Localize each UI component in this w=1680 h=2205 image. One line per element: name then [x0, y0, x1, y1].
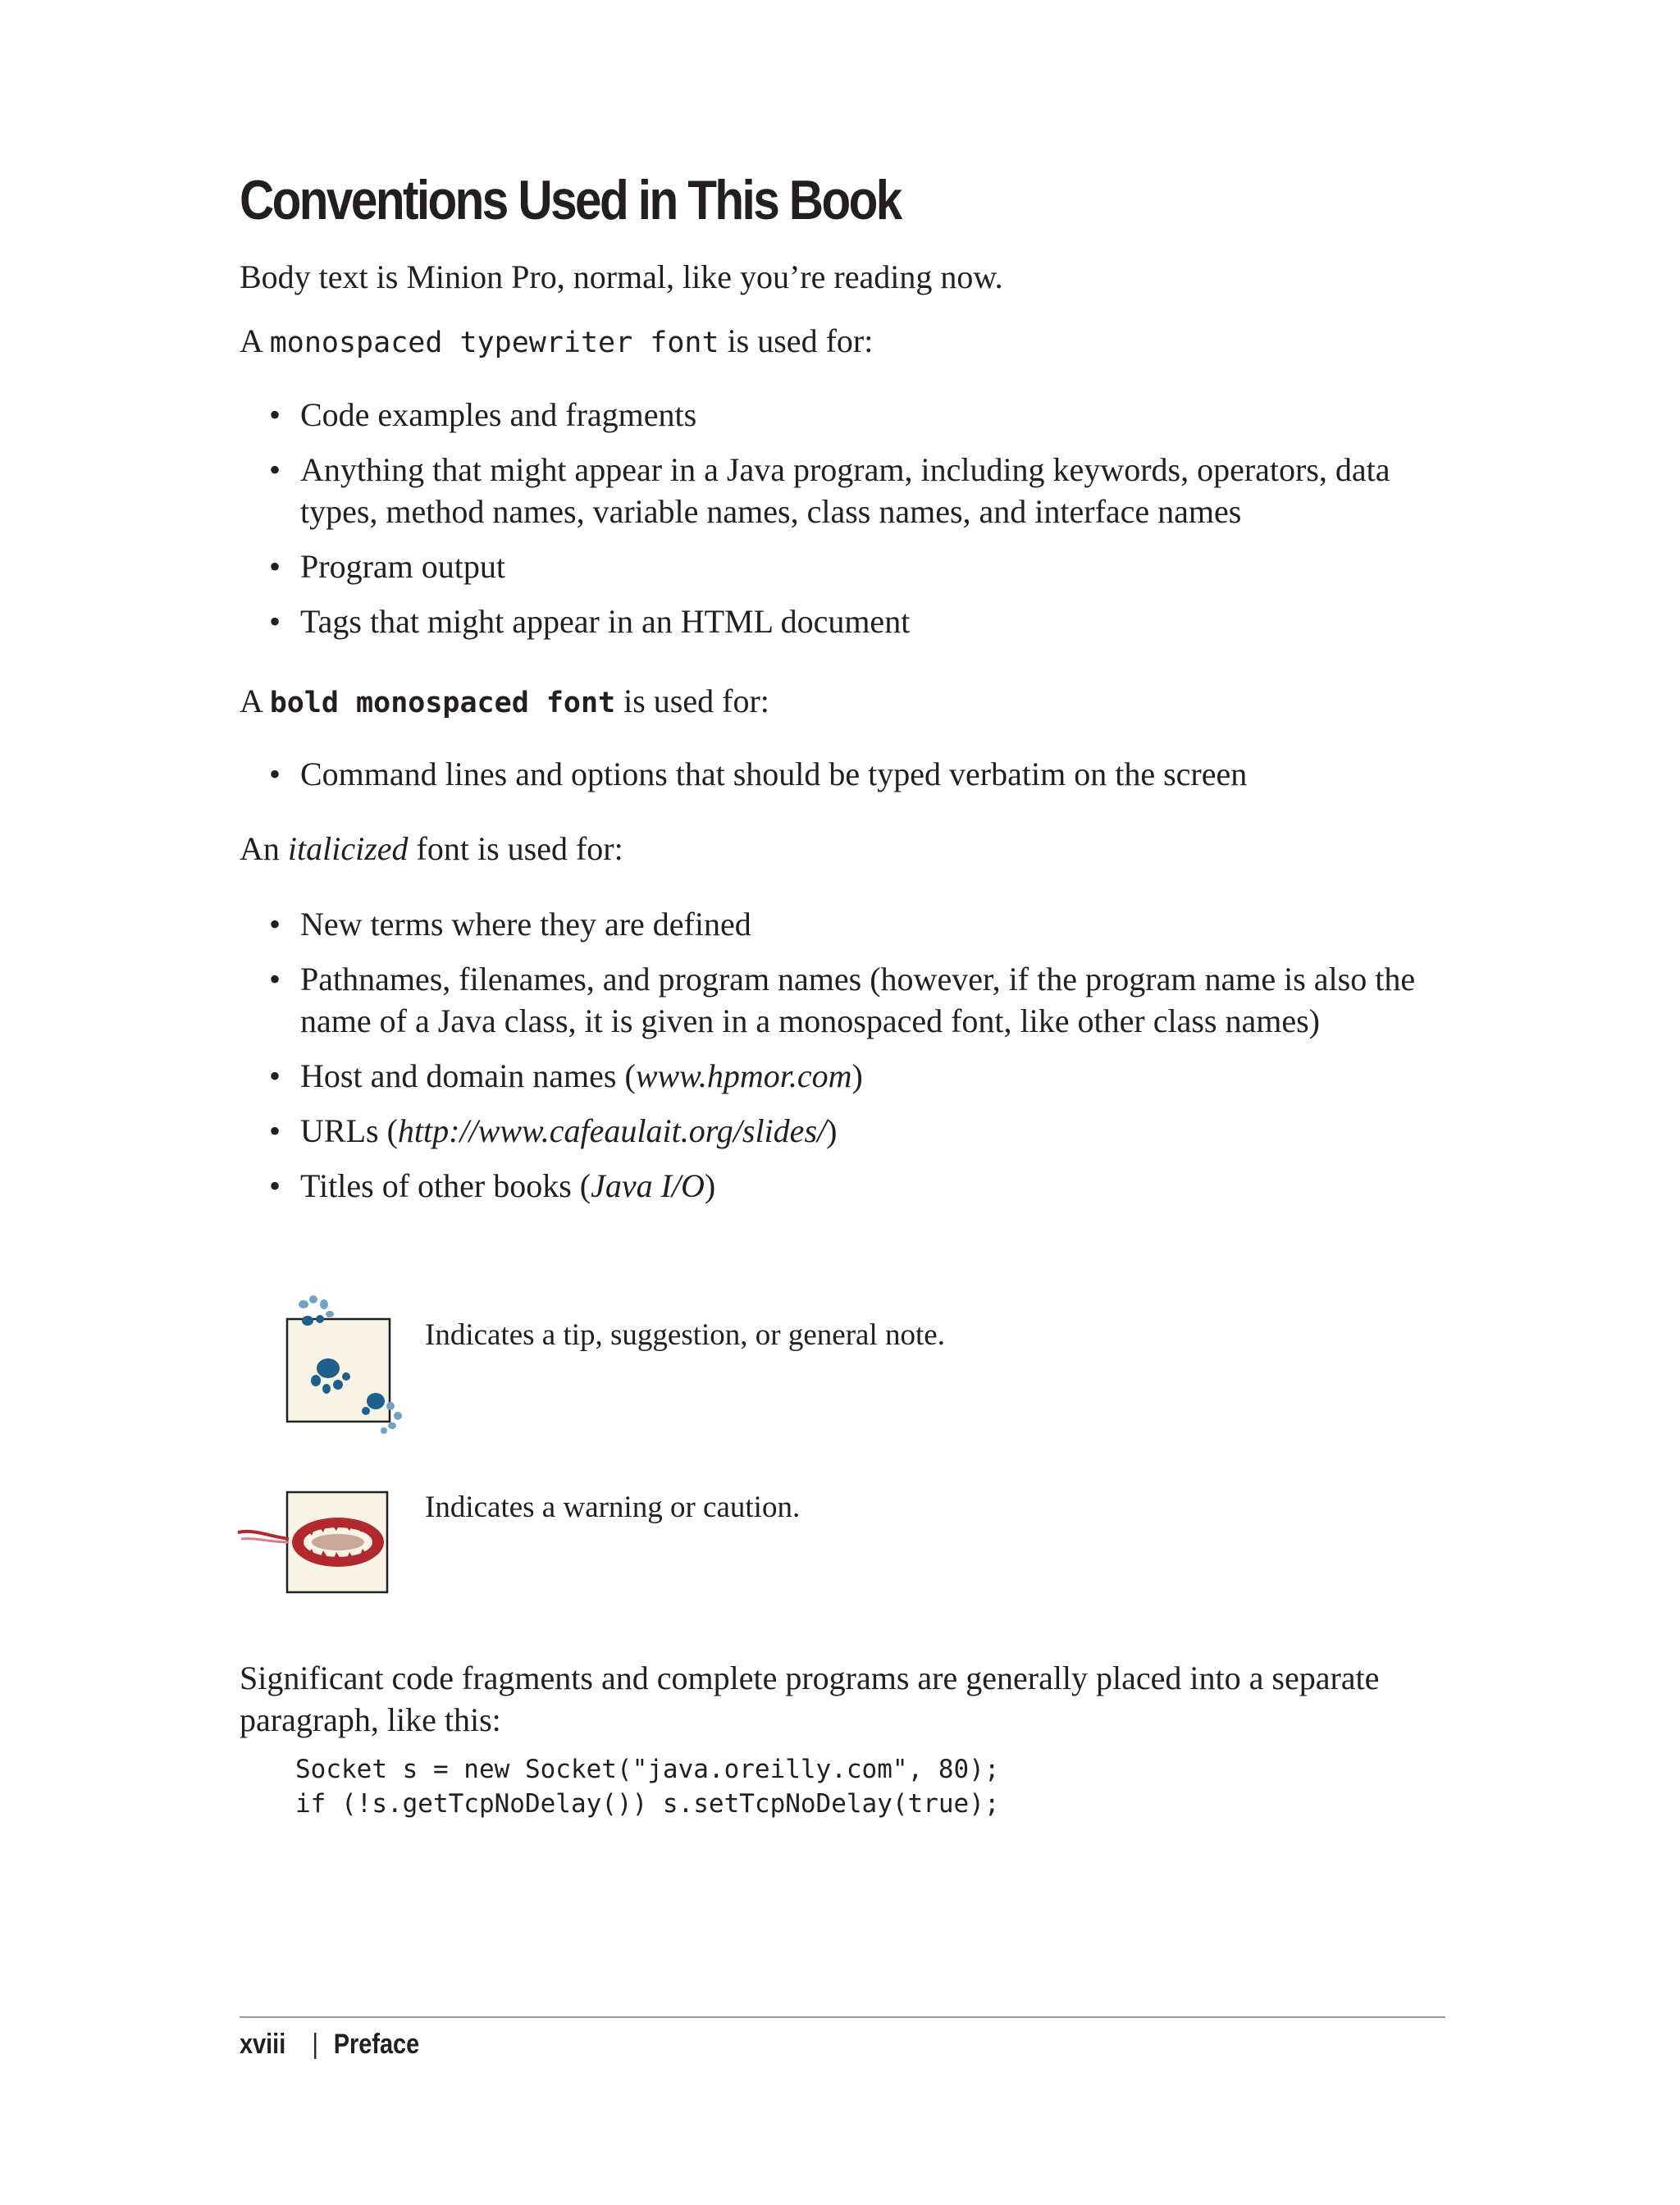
tip-paw-prints-icon — [279, 1286, 418, 1438]
mono-uses-list — [240, 394, 1445, 642]
list-item: • New terms where they are defined — [269, 906, 751, 943]
book-title-example: Java I/O — [591, 1167, 705, 1204]
tip-note-text: Indicates a tip, suggestion, or general note. — [425, 1318, 945, 1352]
url-example: http://www.cafeaulait.org/slides/ — [397, 1112, 827, 1149]
list-item: • Code examples and fragments — [269, 396, 697, 433]
footer-section: Preface — [333, 2029, 420, 2060]
italic-sample: italicized — [287, 830, 409, 867]
bold-font-paragraph: A bold monospaced font is used for: — [240, 682, 769, 719]
list-item: • URLs (http://www.cafeaulait.org/slides/) — [269, 1112, 838, 1149]
footer-separator: | — [312, 2029, 319, 2060]
italic-font-paragraph: An italicized font is used for: — [240, 830, 623, 867]
code-intro-paragraph: Significant code fragments and complete programs are generally placed into a separate paragraph, like this: — [240, 1659, 1380, 1738]
page-number: xviii — [240, 2029, 286, 2060]
bold-uses-list — [240, 753, 1445, 795]
list-item: • Pathnames, filenames, and program names (however, if the program name is also the name of a Java class, it is given in a monospaced font, like other class names) — [269, 961, 1416, 1039]
intro-paragraph: Body text is Minion Pro, normal, like you’re reading now. — [240, 258, 1003, 295]
footer-rule — [240, 2016, 1445, 2018]
mono-font-paragraph — [240, 320, 873, 364]
warning-note-text: Indicates a warning or caution. — [425, 1491, 801, 1524]
domain-example: www.hpmor.com — [635, 1057, 852, 1094]
italic-uses-list — [240, 903, 1445, 1207]
list-item: • Command lines and options that should be typed verbatim on the screen — [269, 756, 1248, 792]
list-item: • Host and domain names (www.hpmor.com) — [269, 1057, 863, 1094]
bold-mono-sample: bold monospaced font — [269, 687, 616, 719]
code-block — [295, 1752, 1000, 1821]
code-line: if (!s.getTcpNoDelay()) s.setTcpNoDelay(true); — [295, 1789, 1000, 1819]
mono-prefix: A — [240, 322, 270, 359]
bear-trap-icon — [238, 1490, 394, 1600]
list-item: • Tags that might appear in an HTML document — [269, 603, 911, 640]
section-heading: Conventions Used in This Book — [240, 169, 901, 231]
mono-sample: monospaced typewriter font — [269, 326, 719, 359]
list-item: • Anything that might appear in a Java program, including keywords, operators, data types, method names, variable names, class names, and interface names — [269, 451, 1390, 530]
list-item: • Titles of other books (Java I/O) — [269, 1167, 716, 1204]
page-footer — [240, 2029, 419, 2061]
code-line: Socket s = new Socket("java.oreilly.com", 80); — [295, 1755, 1000, 1784]
mono-suffix: is used for: — [719, 322, 874, 359]
list-item: • Program output — [269, 548, 505, 585]
